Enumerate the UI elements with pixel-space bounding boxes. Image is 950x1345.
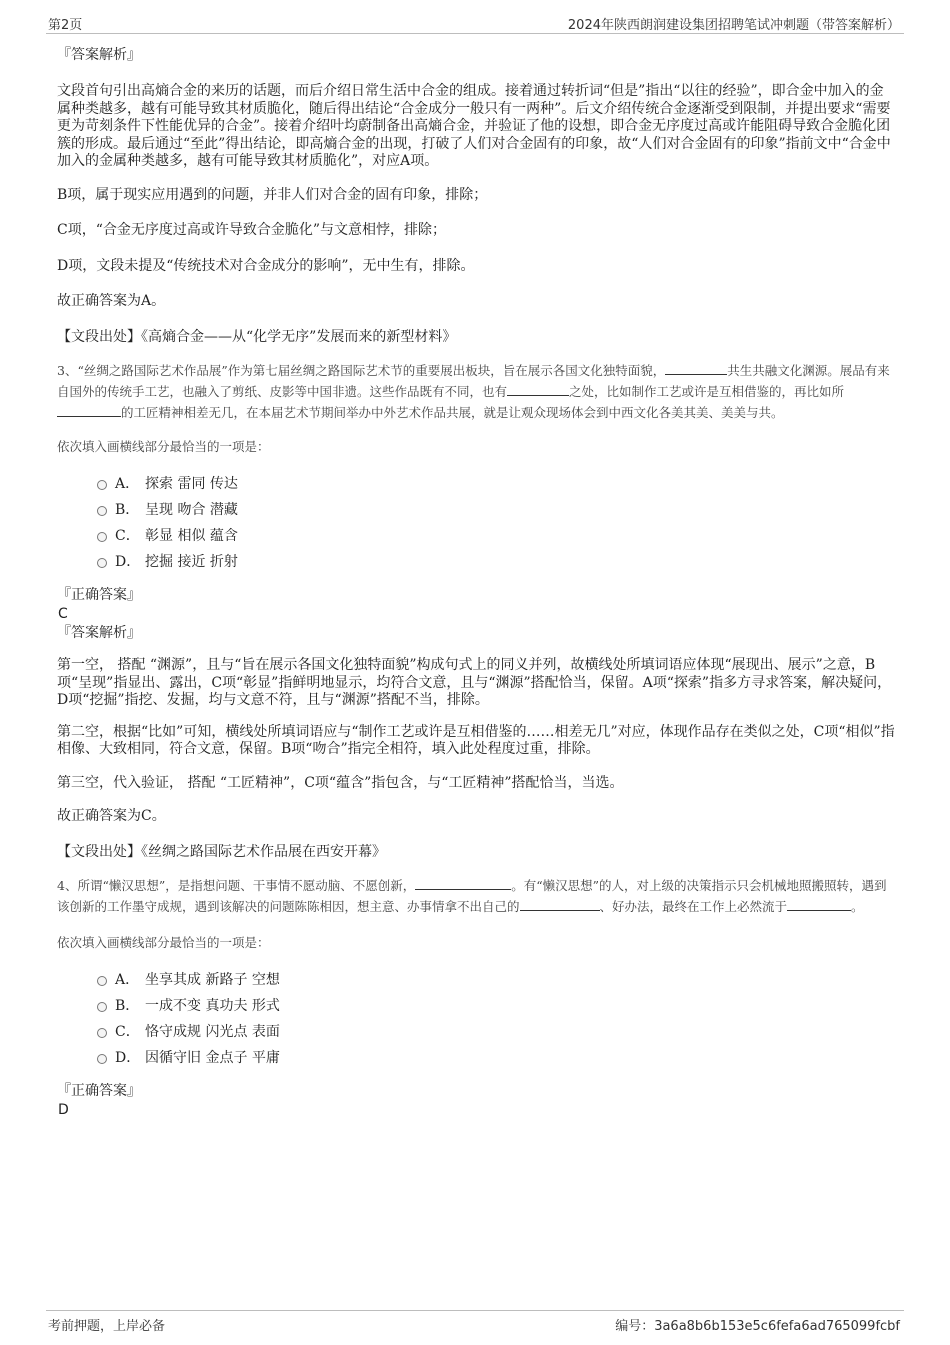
radio-icon[interactable] bbox=[97, 480, 107, 490]
analysis-tag: 『答案解析』 bbox=[57, 625, 141, 641]
q2-source: 【文段出处】《高熵合金——从“化学无序”发展而来的新型材料》 bbox=[57, 328, 457, 345]
option-a[interactable]: A． 探索 雷同 传达 bbox=[97, 471, 897, 497]
q3-conclusion: 故正确答案为C。 bbox=[57, 808, 166, 824]
q3-analysis-2: 第二空，根据“比如”可知，横线处所填词语应与“制作工艺或许是互相借鉴的……相差无几”对应，体现作品存在类似之处，C项“相似”指相像、大致相同，符合文意，保留。B项“吻合”指完全相符，填入此处程度过重，排除。 bbox=[57, 723, 895, 757]
q3-stem: 3、“丝绸之路国际艺术作品展”作为第七届丝绸之路国际艺术节的重要展出板块，旨在展示各国文化独特面貌， 共生共融文化渊源。展品有来自国外的传统手工艺，也融入了剪纸、皮影等中国非遗。这些作品既有不同，也有 之处，比如制作工艺或许是互相借鉴的，再比如所的工匠精神相差无几，在本届艺术节期间举办中外艺术作品共展，就是让观众现场体会到中西文化各美其美、美美与共。 bbox=[57, 360, 897, 423]
document-serial: 编号：3a6a8b6b153e5c6fefa6ad765099fcbf bbox=[615, 1319, 900, 1334]
option-b[interactable]: B． 一成不变 真功夫 形式 bbox=[97, 993, 897, 1019]
option-d[interactable]: D． 因循守旧 金点子 平庸 bbox=[97, 1045, 897, 1071]
q3-options bbox=[97, 471, 897, 575]
option-d[interactable]: D． 挖掘 接近 折射 bbox=[97, 549, 897, 575]
radio-icon[interactable] bbox=[97, 1054, 107, 1064]
radio-icon[interactable] bbox=[97, 1028, 107, 1038]
q4-prompt: 依次填入画横线部分最恰当的一项是： bbox=[57, 935, 270, 950]
option-c[interactable]: C． 彰显 相似 蕴含 bbox=[97, 523, 897, 549]
page-footer bbox=[46, 1310, 904, 1333]
q2-conclusion: 故正确答案为A。 bbox=[57, 293, 166, 309]
blank-2 bbox=[520, 896, 600, 911]
q2-b-note: B项，属于现实应用遇到的问题，并非人们对合金的固有印象，排除； bbox=[57, 186, 488, 203]
blank-3 bbox=[787, 896, 851, 911]
q4-options bbox=[97, 967, 897, 1071]
page-header bbox=[46, 13, 904, 34]
q2-c-note: C项，“合金无序度过高或许导致合金脆化”与文意相悖，排除； bbox=[57, 222, 447, 238]
radio-icon[interactable] bbox=[97, 558, 107, 568]
radio-icon[interactable] bbox=[97, 506, 107, 516]
option-b[interactable]: B． 呈现 吻合 潜藏 bbox=[97, 497, 897, 523]
document-title: 2024年陕西朗润建设集团招聘笔试冲刺题（带答案解析） bbox=[567, 18, 900, 33]
page-number: 第2页 bbox=[48, 18, 83, 33]
correct-answer: D bbox=[58, 1102, 69, 1118]
q3-analysis-1: 第一空， 搭配 “渊源”，且与“旨在展示各国文化独特面貌”构成句式上的同义并列，故横线处所填词语应体现“展现出、展示”之意，B项“呈现”指显出、露出，C项“彰显”指鲜明地显示，均符合文意，且与“渊源”搭配恰当，保留。A项“探索”指多方寻求答案，解决疑问，D项“挖掘”指挖、发掘，均与文意不符，且与“渊源”搭配不当，排除。 bbox=[57, 657, 892, 708]
blank-1 bbox=[665, 360, 727, 375]
option-c[interactable]: C． 恪守成规 闪光点 表面 bbox=[97, 1019, 897, 1045]
blank-2 bbox=[507, 381, 569, 396]
q2-analysis: 文段首句引出高熵合金的来历的话题，而后介绍日常生活中合金的组成。接着通过转折词“但是”指出“以往的经验”，即合金中加入的金属种类越多，越有可能导致其材质脆化，随后得出结论“合金成分一般只有一两种”。后文介绍传统合金逐渐受到限制，并提出要求“需要更为苛刻条件下性能优异的合金”。接着介绍叶均蔚制备出高熵合金，并验证了他的设想，即合金无序度过高或许能阻碍导致合金脆化团簇的形成。最后通过“至此”得出结论，即高熵合金的出现，打破了人们对合金固有的印象，故“人们对合金固有的印象”指前文中“合金中加入的金属种类越多，越有可能导致其材质脆化”，对应A项。 bbox=[57, 83, 891, 169]
q3-analysis-3: 第三空，代入验证， 搭配 “工匠精神”，C项“蕴含”指包含，与“工匠精神”搭配恰当，当选。 bbox=[57, 774, 624, 791]
correct-answer: C bbox=[58, 606, 68, 622]
blank-1 bbox=[415, 875, 511, 890]
q2-d-note: D项，文段未提及“传统技术对合金成分的影响”，无中生有，排除。 bbox=[57, 257, 475, 274]
option-a[interactable]: A． 坐享其成 新路子 空想 bbox=[97, 967, 897, 993]
q3-source: 【文段出处】《丝绸之路国际艺术作品展在西安开幕》 bbox=[57, 843, 386, 860]
radio-icon[interactable] bbox=[97, 532, 107, 542]
footer-slogan: 考前押题，上岸必备 bbox=[48, 1319, 166, 1334]
blank-3 bbox=[57, 402, 121, 417]
radio-icon[interactable] bbox=[97, 976, 107, 986]
correct-answer-tag: 『正确答案』 bbox=[57, 1083, 141, 1099]
q4-stem: 4、所谓“懒汉思想”，是指想问题、干事情不愿动脑、不愿创新， 。有“懒汉思想”的人，对上级的决策指示只会机械地照搬照转，遇到该创新的工作墨守成规，遇到该解决的问题陈陈相因，想主意、办事情拿不出自己的 、好办法，最终在工作上必然流于 。 bbox=[57, 875, 897, 917]
page-content bbox=[57, 45, 897, 1119]
analysis-tag: 『答案解析』 bbox=[57, 47, 141, 63]
radio-icon[interactable] bbox=[97, 1002, 107, 1012]
q3-prompt: 依次填入画横线部分最恰当的一项是： bbox=[57, 439, 270, 454]
correct-answer-tag: 『正确答案』 bbox=[57, 587, 141, 603]
